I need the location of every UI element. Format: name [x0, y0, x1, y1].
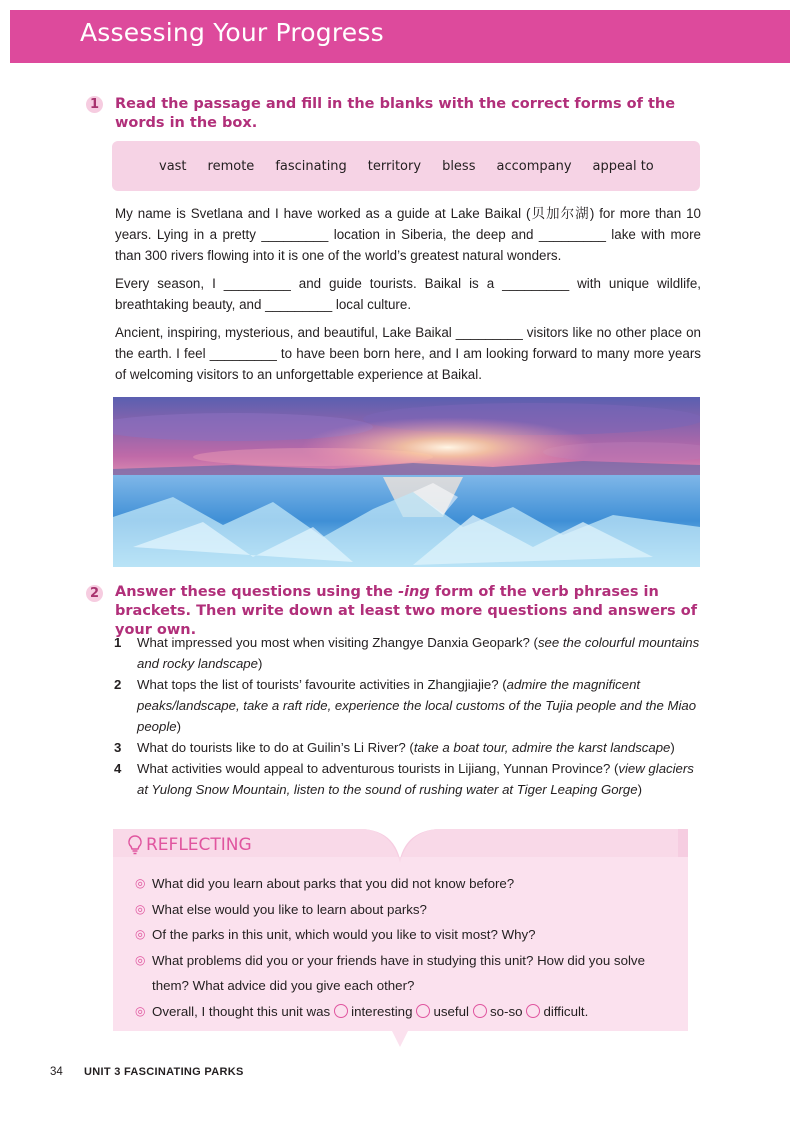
task-number-badge: 2 [86, 585, 103, 602]
word-box-item: fascinating [275, 158, 347, 174]
rating-circle-checkbox[interactable] [416, 1004, 430, 1018]
passage-paragraph: Ancient, inspiring, mysterious, and beautiful, Lake Baikal _________ visitors like no other place on the earth. I feel _________ to have been born here, and I am looking forward to many more years of welcoming visitors to an unforgettable experience at Baikal. [115, 325, 701, 382]
bullet-icon: ◎ [135, 1003, 146, 1018]
rating-circle-checkbox[interactable] [473, 1004, 487, 1018]
bullet-icon: ◎ [135, 876, 146, 890]
reflecting-item: ◎ What else would you like to learn about parks? [135, 897, 680, 923]
word-box [112, 141, 700, 191]
lake-baikal-photo [113, 397, 700, 567]
lightbulb-icon [127, 835, 143, 855]
bullet-icon: ◎ [135, 952, 146, 967]
page-number: 34 [50, 1066, 63, 1078]
passage-paragraph: Every season, I _________ and guide tourists. Baikal is a _________ with unique wildlife, breathtaking beauty, and _________ local culture. [115, 276, 701, 312]
task-number-badge: 1 [86, 96, 103, 113]
question-item: 4 What activities would appeal to adventurous tourists in Lijiang, Yunnan Province? (view glaciers at Yulong Snow Mountain, listen to the sound of rushing water at Tiger Leaping Gorge) [114, 761, 694, 797]
question-item: 2 What tops the list of tourists’ favourite activities in Zhangjiajie? (admire the magnificent peaks/landscape, take a raft ride, experience the local customs of the Tujia people and the Miao people) [114, 677, 697, 734]
bullet-icon: ◎ [135, 927, 146, 941]
word-box-item: accompany [496, 158, 572, 174]
passage-paragraph: My name is Svetlana and I have worked as a guide at Lake Baikal (贝加尔湖) for more than 10 years. Lying in a pretty _________ location in Siberia, the deep and _________ lake with more than 300 rivers flowing into it is one of the world’s greatest natural wonders. [115, 206, 701, 263]
word-box-item: vast [159, 158, 187, 174]
unit-label: UNIT 3 FASCINATING PARKS [84, 1066, 244, 1078]
lake-baikal-image [113, 397, 700, 567]
reflecting-title: REFLECTING [127, 835, 252, 855]
page-footer [50, 1066, 244, 1078]
word-box-item: bless [442, 158, 476, 174]
reflecting-rating: ◎ Overall, I thought this unit was interesting useful so-so difficult. [135, 999, 680, 1025]
reflecting-item: ◎ What problems did you or your friends have in studying this unit? How did you solve them? What advice did you give each other? [135, 948, 680, 999]
reflecting-item: ◎ What did you learn about parks that you did not know before? [135, 871, 680, 897]
word-box-item: remote [207, 158, 255, 174]
reflecting-list [135, 871, 680, 1024]
reflecting-item: ◎ Of the parks in this unit, which would you like to visit most? Why? [135, 922, 680, 948]
question-item: 3 What do tourists like to do at Guilin’s Li River? (take a boat tour, admire the karst landscape) [114, 740, 675, 755]
question-item: 1 What impressed you most when visiting Zhangye Danxia Geopark? (see the colourful mountains and rocky landscape) [114, 635, 700, 671]
bullet-icon: ◎ [135, 901, 146, 916]
reflecting-box [113, 829, 688, 1059]
rating-circle-checkbox[interactable] [526, 1004, 540, 1018]
word-box-item: appeal to [592, 158, 654, 174]
word-box-item: territory [367, 158, 422, 174]
task2-instruction: Answer these questions using the -ing form of the verb phrases in brackets. Then write down at least two more questions and answers of your own. [115, 584, 698, 638]
passage [115, 203, 701, 392]
page-title: Assessing Your Progress [80, 18, 384, 47]
rating-circle-checkbox[interactable] [334, 1004, 348, 1018]
question-list [114, 632, 704, 800]
task1-instruction: Read the passage and fill in the blanks with the correct forms of the words in the box. [115, 96, 676, 131]
